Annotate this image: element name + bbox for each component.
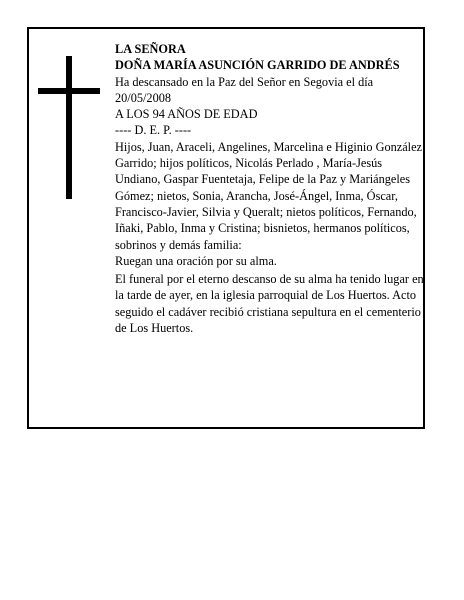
cross-vertical-bar <box>66 56 72 199</box>
obituary-text <box>115 41 425 336</box>
rip-line: ---- D. E. P. ---- <box>115 123 192 138</box>
title-line-1: LA SEÑORA <box>115 42 186 56</box>
death-statement: Ha descansado en la Paz del Señor en Segovia el día 20/05/2008 <box>115 74 374 105</box>
prayer-request: Ruegan una oración por su alma. <box>115 253 277 268</box>
deceased-name: DOÑA MARÍA ASUNCIÓN GARRIDO DE ANDRÉS <box>115 58 400 73</box>
cross-icon <box>38 56 100 199</box>
obituary-card <box>27 27 425 429</box>
funeral-info: El funeral por el eterno descanso de su alma ha tenido lugar en la tarde de ayer, en la iglesia parroquial de Los Huertos. Acto seguido el cadáver recibió cristiana sepultura en el cementerio de Los Huertos. <box>115 272 424 336</box>
cross-horizontal-bar <box>38 88 100 94</box>
age-statement: A LOS 94 AÑOS DE EDAD <box>115 107 258 122</box>
family-list: Hijos, Juan, Araceli, Angelines, Marcelina e Higinio González Garrido; hijos políticos, Nicolás Perlado , María-Jesús Undiano, Gaspar Fuentetaja, Felipe de la Paz y Mariángeles Gómez; nietos, Sonia, Arancha, José-Ángel, Inma, Óscar, Francisco-Javier, Silvia y Queralt; nietos políticos, Fernando, Iñaki, Pablo, Inma y Cristina; bisnietos, hermanos políticos, sobrinos y demás familia: <box>115 139 422 252</box>
